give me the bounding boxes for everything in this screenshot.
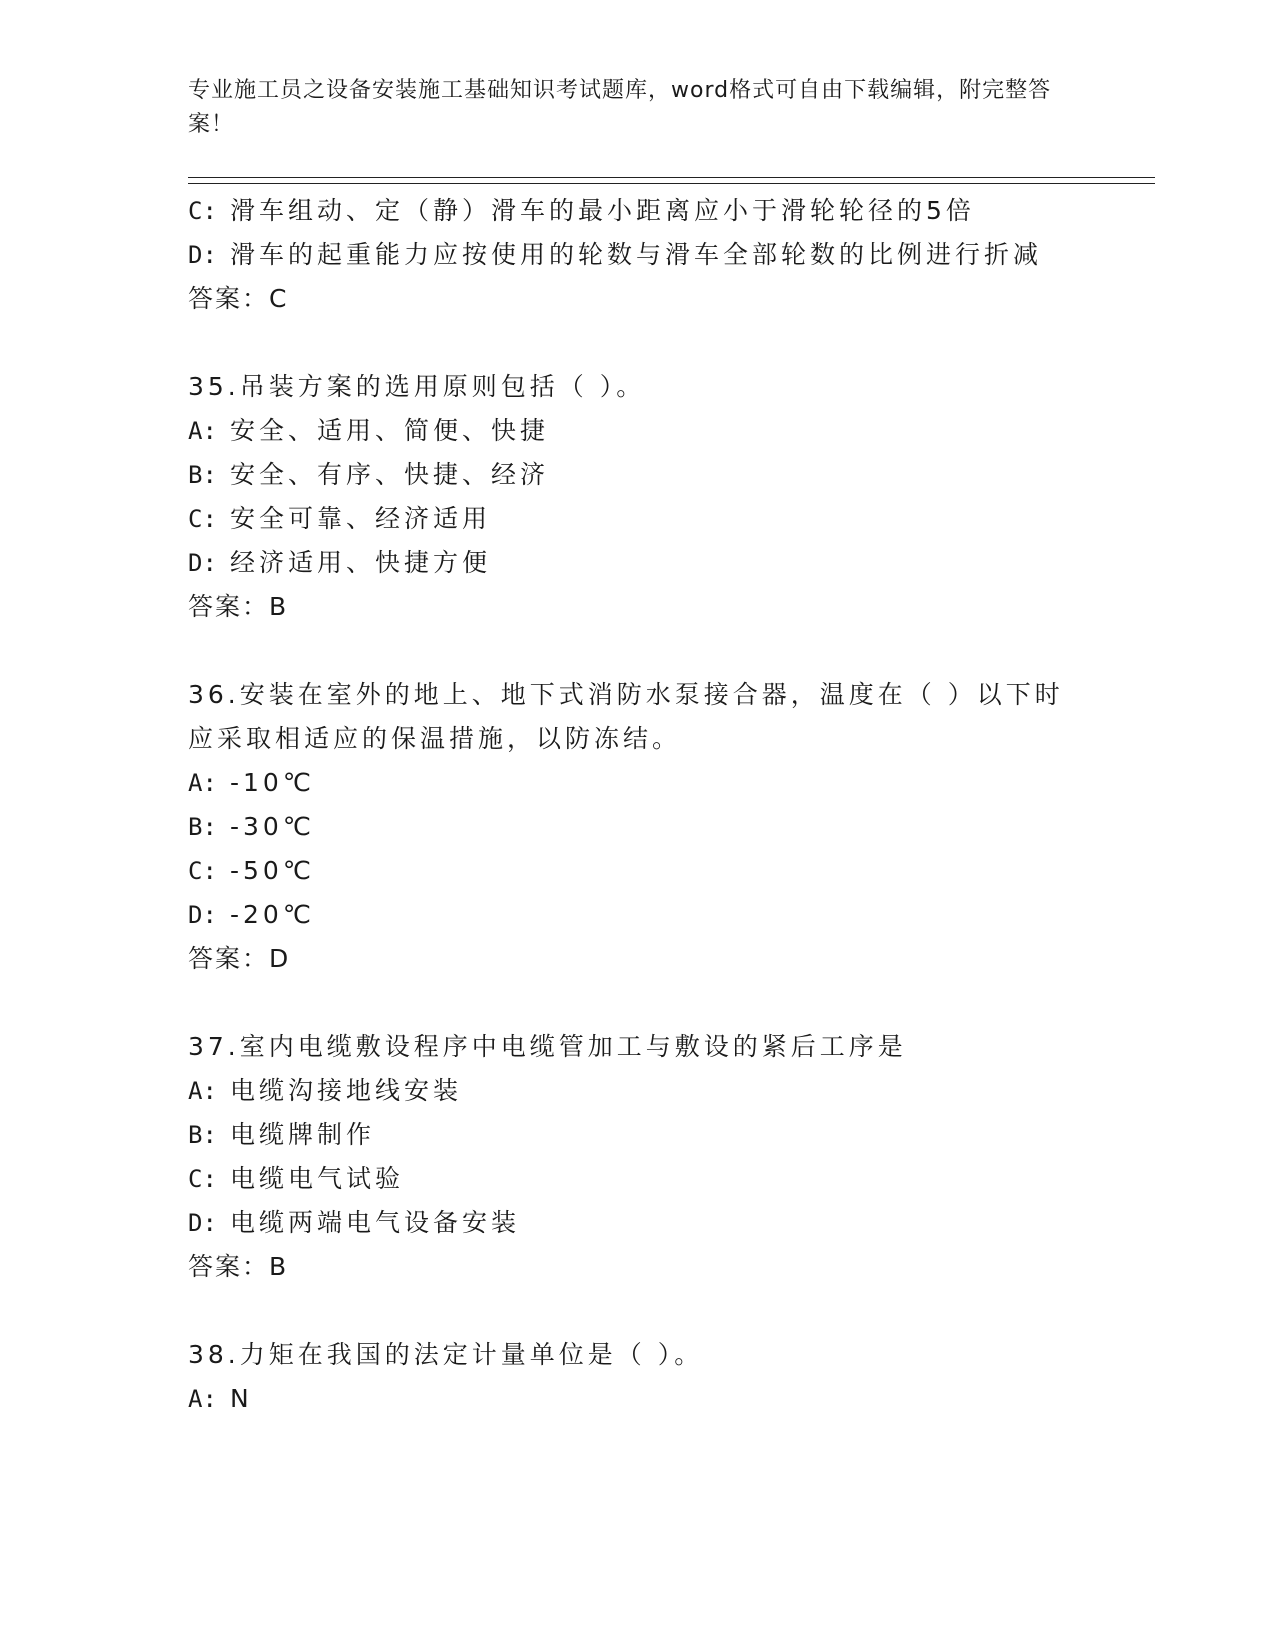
option-line (188, 416, 549, 446)
option-text: 滑车组动、定（静）滑车的最小距离应小于滑轮轮径的5倍 (230, 196, 975, 225)
option-text: -50℃ (230, 856, 315, 885)
option-line (188, 768, 315, 798)
question-stem: 38.力矩在我国的法定计量单位是（ ）。 (188, 1340, 704, 1369)
option-label: C: (188, 857, 217, 885)
option-text: 经济适用、快捷方便 (230, 548, 492, 577)
option-text: 滑车的起重能力应按使用的轮数与滑车全部轮数的比例进行折减 (230, 240, 1043, 269)
option-line (188, 812, 315, 842)
option-line (188, 1384, 253, 1414)
option-text: 电缆沟接地线安装 (230, 1076, 463, 1105)
option-line (188, 504, 491, 534)
option-line (188, 856, 315, 886)
page-header (188, 74, 1068, 142)
option-line (188, 240, 1042, 270)
option-label: D: (188, 901, 217, 929)
option-label: B: (188, 461, 217, 489)
question-stem: 36.安装在室外的地上、地下式消防水泵接合器，温度在（ ）以下时 (188, 680, 1064, 709)
option-text: -30℃ (230, 812, 315, 841)
option-label: D: (188, 241, 217, 269)
option-line (188, 900, 315, 930)
option-line (188, 1120, 375, 1150)
header-divider-top (188, 177, 1155, 178)
option-text: 电缆牌制作 (230, 1120, 376, 1149)
option-label: C: (188, 197, 217, 225)
option-label: C: (188, 505, 217, 533)
option-label: B: (188, 813, 217, 841)
option-text: -20℃ (230, 900, 315, 929)
option-text: -10℃ (230, 768, 315, 797)
option-text: 安全、有序、快捷、经济 (230, 460, 550, 489)
option-label: D: (188, 1209, 217, 1237)
option-text: N (230, 1384, 253, 1413)
question-stem: 37.室内电缆敷设程序中电缆管加工与敷设的紧后工序是 (188, 1032, 907, 1061)
option-text: 电缆两端电气设备安装 (230, 1208, 521, 1237)
option-label: B: (188, 1121, 217, 1149)
option-line (188, 196, 975, 226)
option-label: A: (188, 1385, 217, 1413)
option-label: A: (188, 769, 217, 797)
option-label: C: (188, 1165, 217, 1193)
header-divider-bottom (188, 183, 1155, 184)
answer-line: 答案：D (188, 944, 291, 973)
header-text: 专业施工员之设备安装施工基础知识考试题库，word格式可自由下载编辑，附完整答案！ (188, 78, 1052, 137)
option-line (188, 1164, 404, 1194)
option-label: D: (188, 549, 217, 577)
option-line (188, 1208, 520, 1238)
answer-line: 答案：C (188, 284, 289, 313)
question-stem-continued: 应采取相适应的保温措施，以防冻结。 (188, 724, 682, 753)
option-text: 电缆电气试验 (230, 1164, 405, 1193)
option-line (188, 548, 491, 578)
option-line (188, 1076, 462, 1106)
question-stem: 35.吊装方案的选用原则包括（ ）。 (188, 372, 646, 401)
answer-line: 答案：B (188, 1252, 289, 1281)
option-label: A: (188, 1077, 217, 1105)
option-text: 安全可靠、经济适用 (230, 504, 492, 533)
answer-line: 答案：B (188, 592, 289, 621)
option-line (188, 460, 549, 490)
option-text: 安全、适用、简便、快捷 (230, 416, 550, 445)
option-label: A: (188, 417, 217, 445)
